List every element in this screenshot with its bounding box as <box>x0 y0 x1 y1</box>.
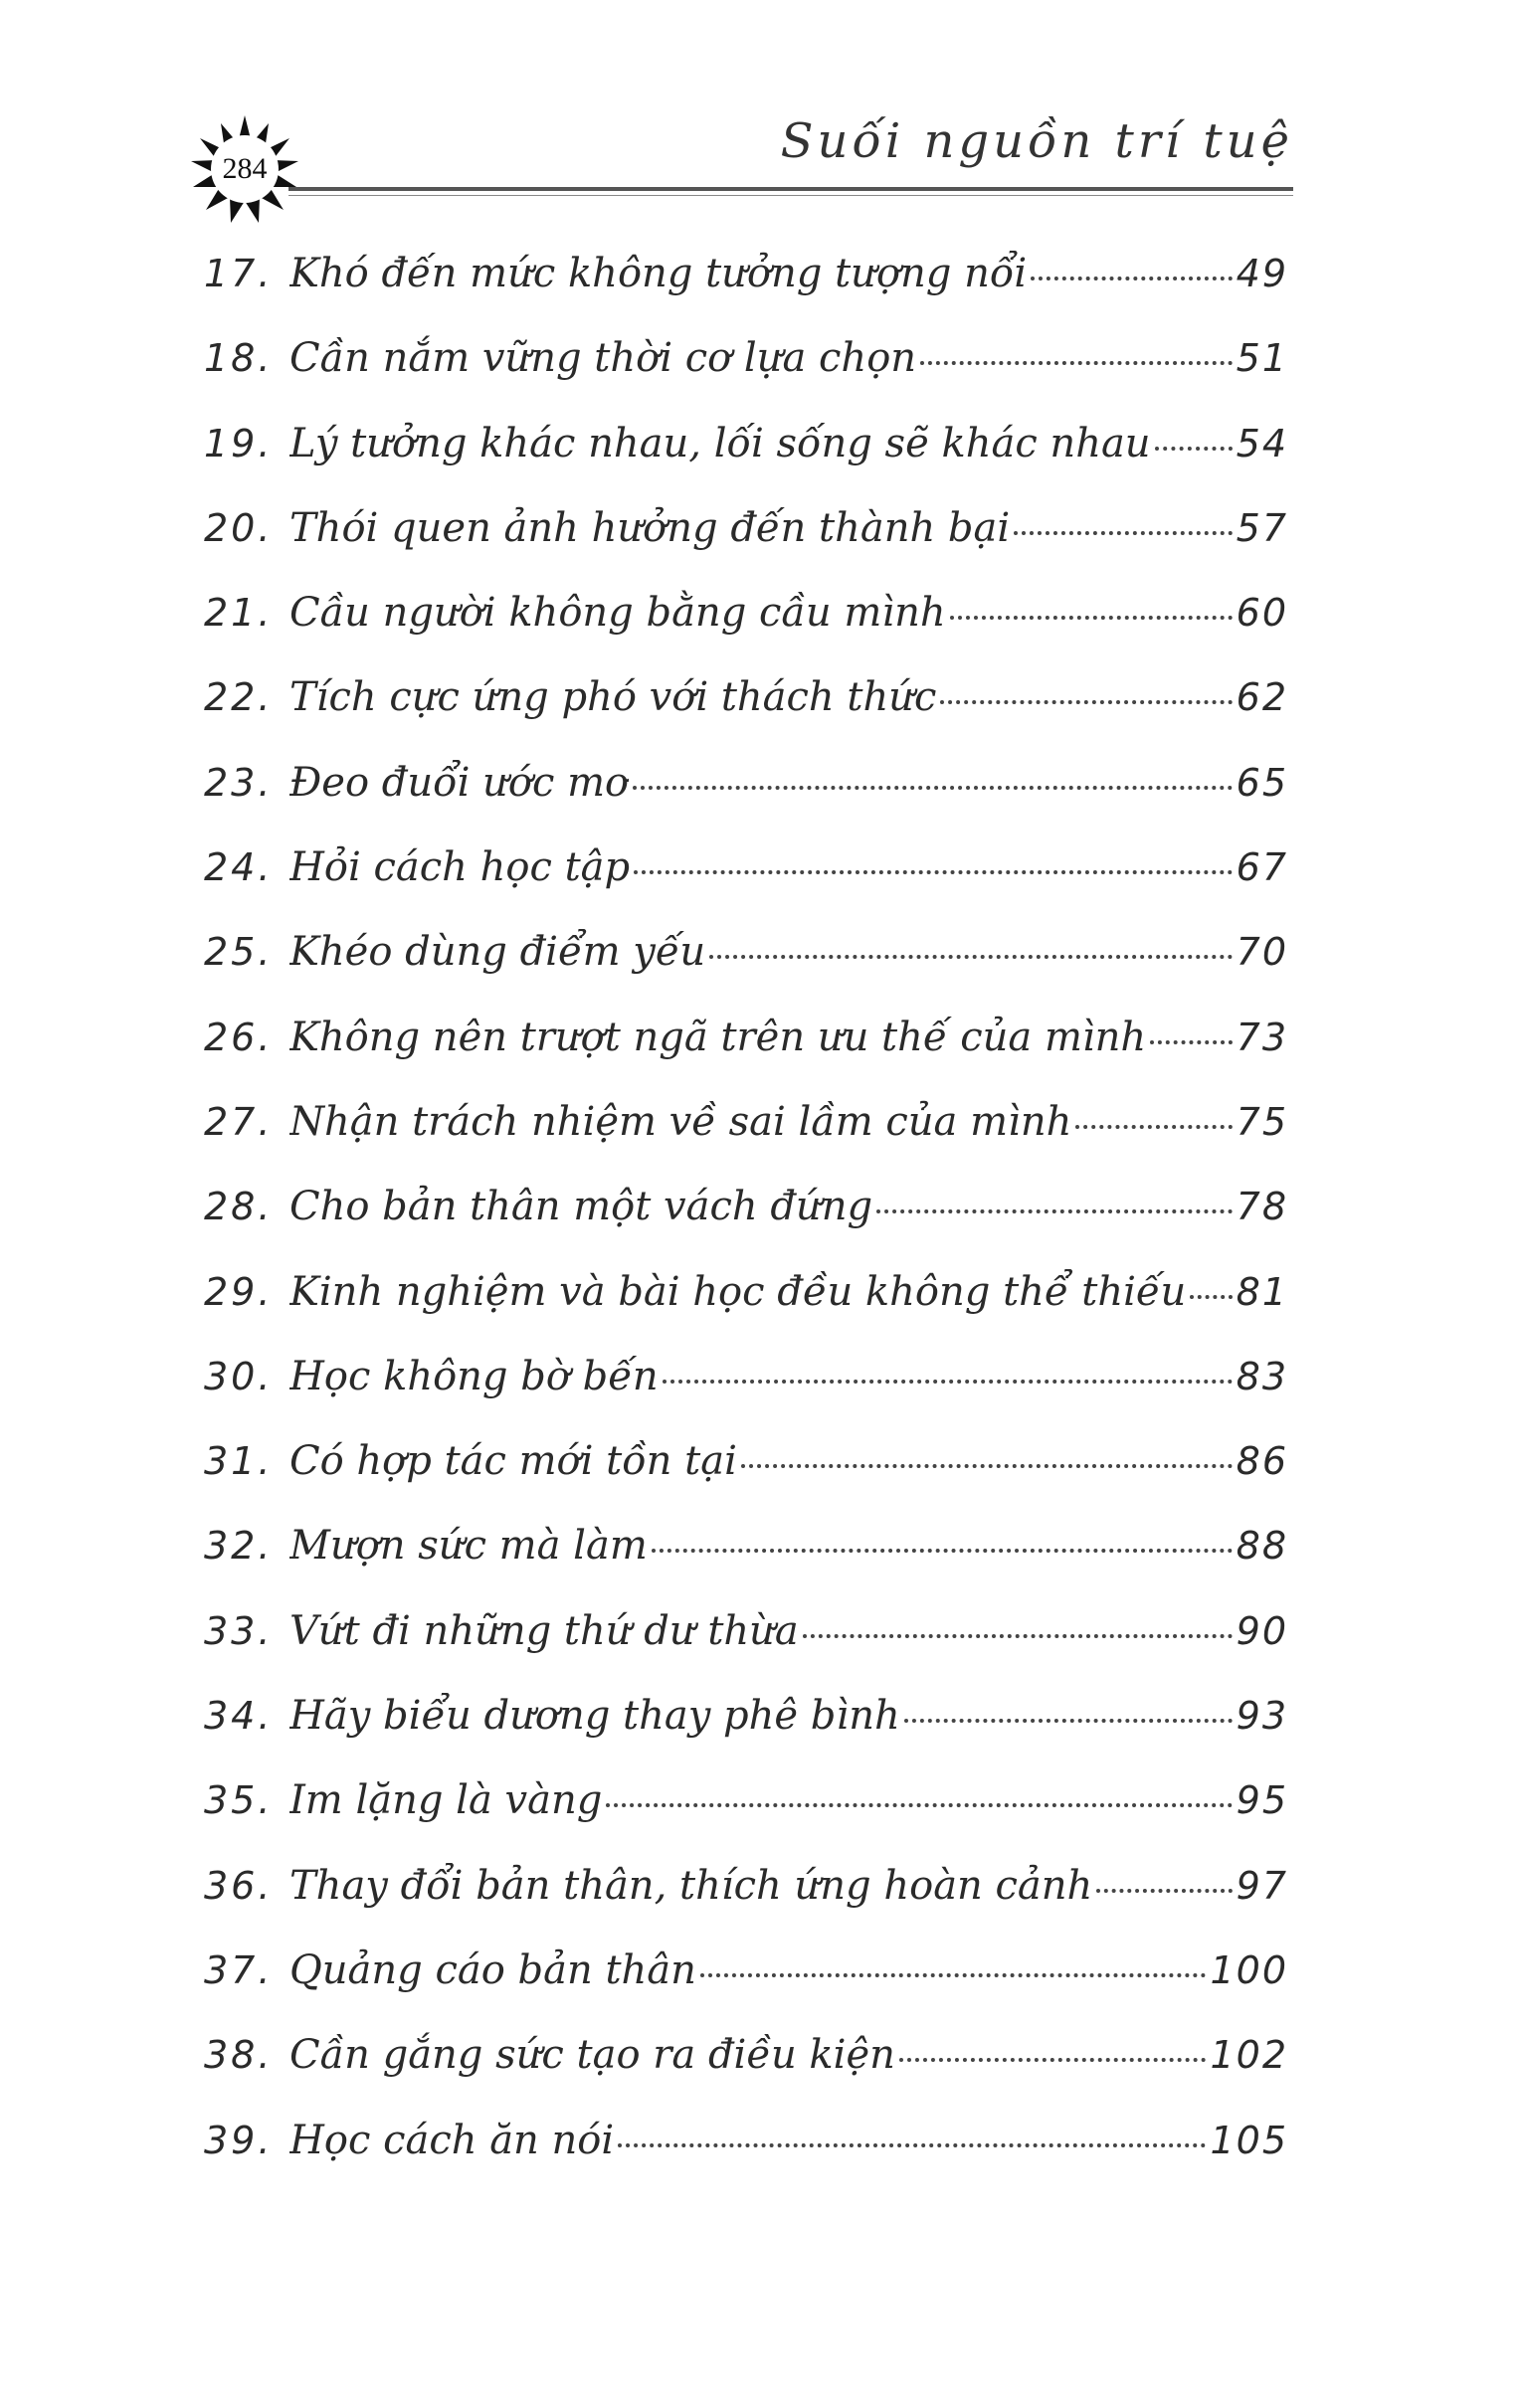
header-rule-thin <box>288 195 1293 196</box>
toc-entry <box>204 1608 1288 1693</box>
toc-entry-page: 88 <box>1236 1524 1288 1569</box>
toc-entry <box>204 760 1288 844</box>
toc-entry <box>204 1438 1288 1523</box>
toc-entry-number: 25. <box>204 930 274 975</box>
toc-entry-page: 75 <box>1236 1099 1288 1144</box>
toc-dot-leader <box>606 1803 1232 1807</box>
toc-entry-page: 65 <box>1236 760 1288 805</box>
toc-entry-title: Im lặng là vàng <box>289 1777 603 1824</box>
toc-dot-leader <box>709 955 1232 959</box>
toc-dot-leader <box>1155 447 1233 451</box>
toc-entry-page: 73 <box>1236 1015 1288 1059</box>
toc-entry-page: 97 <box>1236 1863 1288 1908</box>
toc-dot-leader <box>663 1380 1233 1384</box>
page-number: 284 <box>222 152 268 185</box>
toc-entry-title: Thay đổi bản thân, thích ứng hoàn cảnh <box>289 1862 1093 1909</box>
toc-entry-title: Có hợp tác mới tồn tại <box>289 1438 737 1485</box>
toc-entry-title: Đeo đuổi ước mơ <box>289 759 630 806</box>
toc-entry-title: Học cách ăn nói <box>289 2117 615 2163</box>
toc-dot-leader <box>652 1549 1233 1553</box>
toc-entry-number: 26. <box>204 1015 274 1059</box>
toc-dot-leader <box>1096 1889 1232 1893</box>
page-number-badge <box>189 113 300 225</box>
toc-dot-leader <box>741 1464 1233 1468</box>
toc-entry-page: 102 <box>1210 2033 1288 2078</box>
toc-entry-title: Hãy biểu dương thay phê bình <box>289 1693 900 1740</box>
toc-entry-number: 37. <box>204 1947 274 1992</box>
toc-entry-number: 35. <box>204 1778 274 1823</box>
page-header <box>189 99 1293 199</box>
toc-entry-title: Thói quen ảnh hưởng đến thành bại <box>289 504 1011 551</box>
toc-entry-number: 33. <box>204 1608 274 1653</box>
toc-entry-page: 51 <box>1236 336 1288 381</box>
toc-dot-leader <box>1075 1125 1232 1129</box>
header-rule <box>288 187 1293 191</box>
toc-entry-number: 30. <box>204 1354 274 1398</box>
toc-dot-leader <box>899 2058 1207 2062</box>
toc-entry-number: 32. <box>204 1524 274 1569</box>
toc-entry <box>204 1184 1288 1268</box>
toc-entry-page: 60 <box>1236 591 1288 636</box>
toc-entry-page: 62 <box>1236 675 1288 720</box>
toc-entry-page: 54 <box>1236 421 1288 465</box>
toc-entry-title: Tích cực ứng phó với thách thức <box>289 674 937 721</box>
toc-entry <box>204 421 1288 505</box>
toc-entry-number: 28. <box>204 1185 274 1229</box>
toc-entry-title: Cần nắm vững thời cơ lựa chọn <box>289 335 917 382</box>
toc-entry <box>204 2118 1288 2202</box>
toc-entry <box>204 505 1288 590</box>
toc-entry-page: 100 <box>1210 1947 1288 1992</box>
toc-entry <box>204 2032 1288 2117</box>
toc-entry <box>204 1947 1288 2032</box>
toc-entry-number: 36. <box>204 1863 274 1908</box>
toc-entry <box>204 1354 1288 1438</box>
toc-entry-page: 90 <box>1236 1608 1288 1653</box>
toc-entry <box>204 674 1288 759</box>
toc-dot-leader <box>1031 277 1233 280</box>
toc-entry-page: 95 <box>1236 1778 1288 1823</box>
toc-dot-leader <box>1150 1040 1232 1044</box>
toc-entry-number: 18. <box>204 336 274 381</box>
toc-entry-number: 23. <box>204 760 274 805</box>
toc-entry-number: 21. <box>204 591 274 636</box>
toc-entry-title: Khéo dùng điểm yếu <box>289 929 706 976</box>
toc-entry <box>204 1523 1288 1607</box>
toc-entry-number: 20. <box>204 505 274 550</box>
toc-entry <box>204 1269 1288 1354</box>
toc-dot-leader <box>633 786 1233 790</box>
toc-entry <box>204 590 1288 674</box>
toc-entry-number: 38. <box>204 2033 274 2078</box>
toc-entry-title: Cầu người không bằng cầu mình <box>289 590 946 637</box>
toc-entry <box>204 1015 1288 1099</box>
toc-dot-leader <box>700 1973 1207 1977</box>
toc-entry-page: 105 <box>1210 2118 1288 2162</box>
toc-dot-leader <box>950 616 1233 620</box>
toc-entry-title: Quảng cáo bản thân <box>289 1946 696 1993</box>
toc-dot-leader <box>920 361 1233 365</box>
toc-entry-number: 39. <box>204 2118 274 2162</box>
toc-entry <box>204 1777 1288 1862</box>
toc-entry <box>204 1693 1288 1777</box>
toc-entry-title: Cho bản thân một vách đứng <box>289 1184 873 1230</box>
toc-entry-title: Không nên trượt ngã trên ưu thế của mình <box>289 1014 1147 1060</box>
toc-entry-title: Vứt đi những thứ dư thừa <box>289 1607 799 1654</box>
toc-entry-page: 81 <box>1236 1269 1288 1314</box>
toc-entry-title: Cần gắng sức tạo ra điều kiện <box>289 2032 895 2079</box>
toc-entry <box>204 1099 1288 1184</box>
toc-entry <box>204 929 1288 1014</box>
toc-entry-title: Nhận trách nhiệm về sai lầm của mình <box>289 1098 1072 1145</box>
toc-dot-leader <box>904 1719 1233 1723</box>
toc-entry-title: Mượn sức mà làm <box>289 1523 648 1570</box>
toc-dot-leader <box>618 2143 1206 2147</box>
running-title: Suối nguồn trí tuệ <box>780 113 1293 169</box>
toc-entry-page: 67 <box>1236 845 1288 890</box>
toc-entry-page: 83 <box>1236 1354 1288 1398</box>
toc-dot-leader <box>803 1634 1233 1638</box>
toc-entry-page: 49 <box>1236 252 1288 295</box>
toc-dot-leader <box>940 700 1232 704</box>
toc-entry-page: 78 <box>1236 1185 1288 1229</box>
toc-entry-page: 93 <box>1236 1694 1288 1739</box>
toc-entry-number: 24. <box>204 845 274 890</box>
toc-entry-title: Học không bờ bến <box>289 1353 659 1399</box>
toc-entry-number: 27. <box>204 1099 274 1144</box>
toc-entry-title: Khó đến mức không tưởng tượng nổi <box>289 251 1028 296</box>
toc-entry-title: Lý tưởng khác nhau, lối sống sẽ khác nhau <box>289 420 1151 466</box>
toc-entry <box>204 251 1288 335</box>
toc-entry-number: 29. <box>204 1269 274 1314</box>
toc-dot-leader <box>1014 531 1232 535</box>
table-of-contents <box>204 251 1288 2202</box>
toc-entry-number: 19. <box>204 421 274 465</box>
toc-entry-page: 57 <box>1236 505 1288 550</box>
toc-entry-title: Hỏi cách học tập <box>289 844 631 891</box>
toc-dot-leader <box>1190 1295 1232 1299</box>
toc-entry-number: 22. <box>204 675 274 720</box>
toc-entry-page: 86 <box>1236 1439 1288 1484</box>
toc-entry <box>204 844 1288 929</box>
toc-entry-title: Kinh nghiệm và bài học đều không thể thiếu <box>289 1268 1187 1315</box>
toc-dot-leader <box>876 1209 1233 1213</box>
toc-entry <box>204 1863 1288 1947</box>
toc-entry-number: 17. <box>204 252 274 295</box>
toc-entry <box>204 335 1288 420</box>
toc-dot-leader <box>634 870 1233 874</box>
toc-entry-number: 34. <box>204 1694 274 1739</box>
toc-entry-number: 31. <box>204 1439 274 1484</box>
toc-entry-page: 70 <box>1236 930 1288 975</box>
